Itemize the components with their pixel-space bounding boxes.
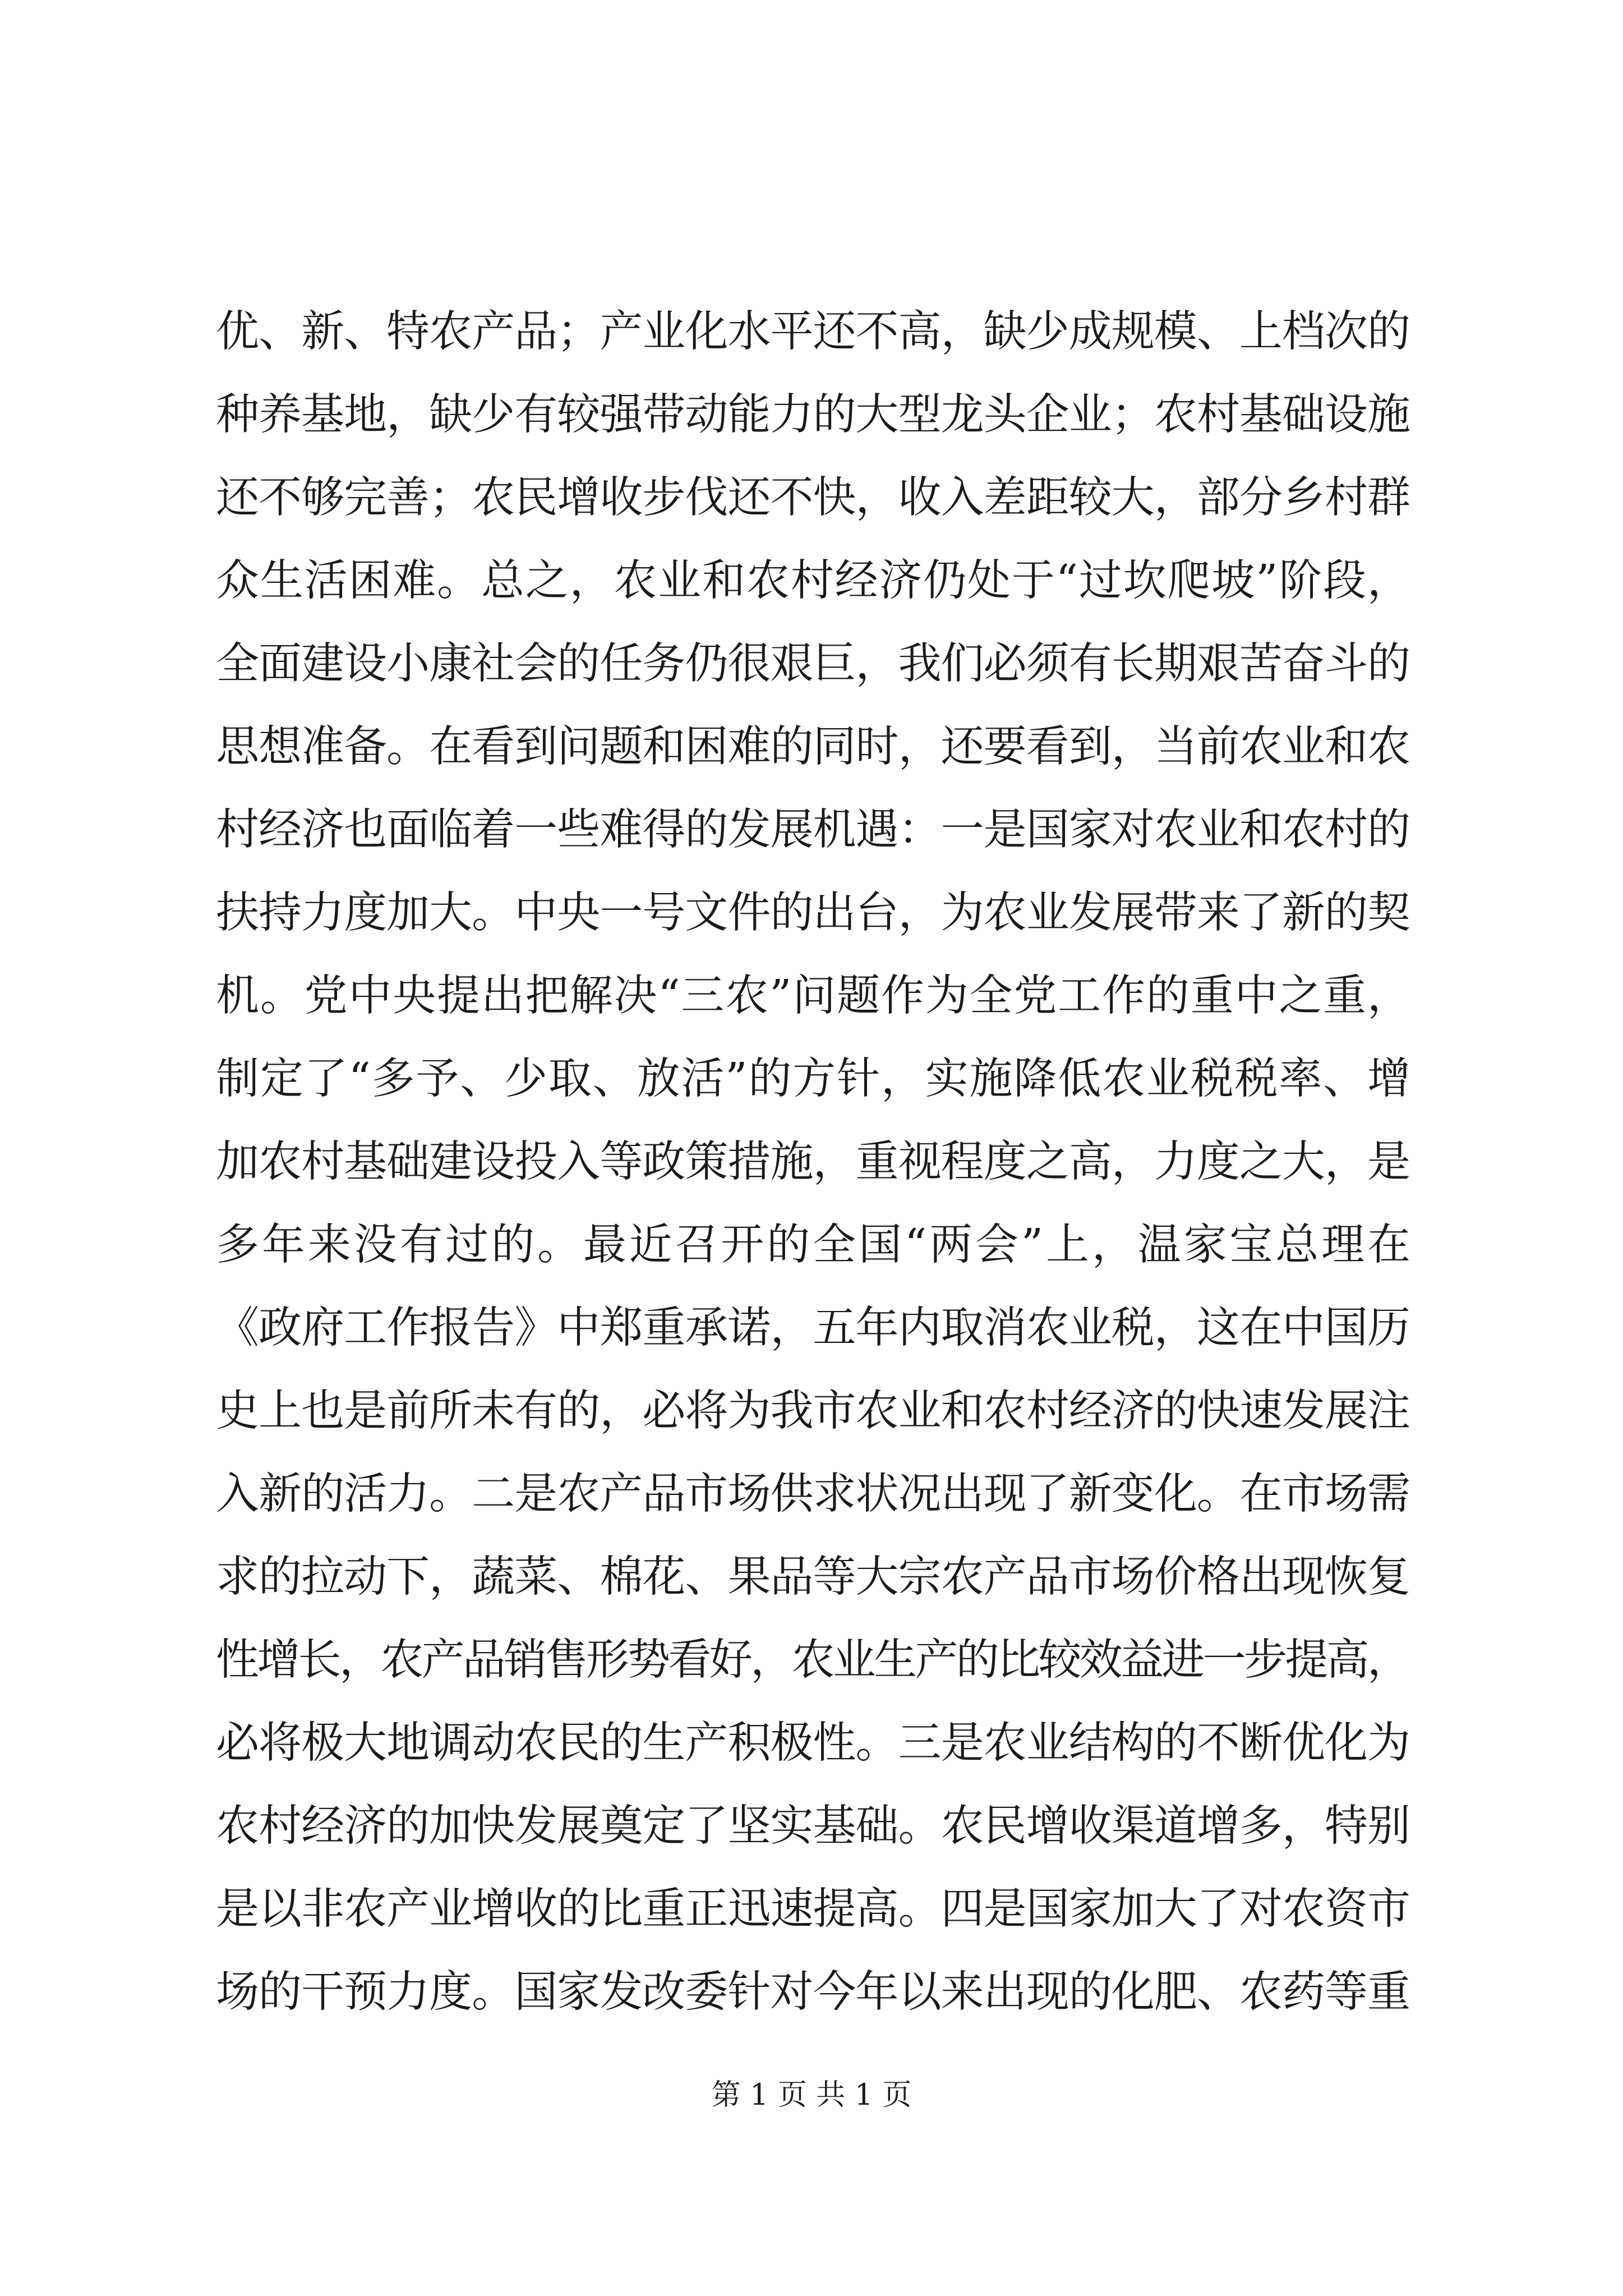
text-line-8: 扶持力度加大。中央一号文件的出台，为农业发展带来了新的契 <box>216 888 1410 938</box>
text-line-2: 种养基地，缺少有较强带动能力的大型龙头企业；农村基础设施 <box>216 390 1410 440</box>
text-line-3: 还不够完善；农民增收步伐还不快，收入差距较大，部分乡村群 <box>216 473 1410 523</box>
text-line-12: 多年来没有过的。最近召开的全国“两会”上，温家宝总理在 <box>216 1220 1413 1270</box>
text-line-15: 入新的活力。二是农产品市场供求状况出现了新变化。在市场需 <box>216 1469 1410 1519</box>
text-line-19: 农村经济的加快发展奠定了坚实基础。农民增收渠道增多，特别 <box>216 1801 1410 1851</box>
document-body <box>216 291 1413 2034</box>
text-line-21: 场的干预力度。国家发改委针对今年以来出现的化肥、农药等重 <box>216 1967 1410 2017</box>
text-line-20: 是以非农产业增收的比重正迅速提高。四是国家加大了对农资市 <box>216 1884 1410 1934</box>
text-line-7: 村经济也面临着一些难得的发展机遇：一是国家对农业和农村的 <box>216 805 1410 855</box>
text-line-10: 制定了“多予、少取、放活”的方针，实施降低农业税税率、增 <box>216 1054 1412 1104</box>
text-line-13: 《政府工作报告》中郑重承诺，五年内取消农业税，这在中国历 <box>216 1303 1410 1353</box>
text-line-11: 加农村基础建设投入等政策措施，重视程度之高，力度之大，是 <box>216 1137 1410 1187</box>
text-line-14: 史上也是前所未有的，必将为我市农业和农村经济的快速发展注 <box>216 1386 1410 1436</box>
text-line-17: 性增长，农产品销售形势看好，农业生产的比较效益进一步提高， <box>216 1635 1409 1685</box>
text-line-5: 全面建设小康社会的任务仍很艰巨，我们必须有长期艰苦奋斗的 <box>216 639 1410 689</box>
text-line-9: 机。党中央提出把解决“三农”问题作为全党工作的重中之重， <box>216 971 1412 1021</box>
page-number-label: 第 1 页 共 1 页 <box>711 2078 912 2112</box>
text-line-18: 必将极大地调动农民的生产积极性。三是农业结构的不断优化为 <box>216 1718 1410 1768</box>
text-line-1: 优、新、特农产品；产业化水平还不高，缺少成规模、上档次的 <box>216 307 1410 357</box>
text-line-6: 思想准备。在看到问题和困难的同时，还要看到，当前农业和农 <box>216 722 1410 772</box>
text-line-4: 众生活困难。总之，农业和农村经济仍处于“过坎爬坡”阶段， <box>216 556 1412 606</box>
text-line-16: 求的拉动下，蔬菜、棉花、果品等大宗农产品市场价格出现恢复 <box>216 1552 1410 1602</box>
page-footer <box>0 2076 1623 2115</box>
